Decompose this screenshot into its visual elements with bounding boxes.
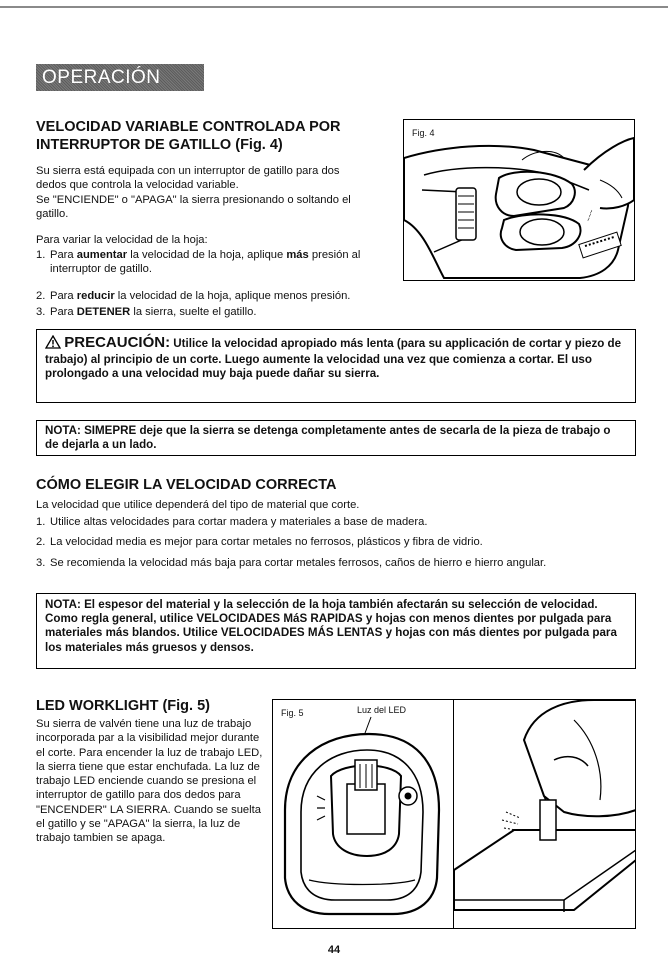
figure-4 <box>403 119 635 281</box>
heading-line-1: VELOCIDAD VARIABLE CONTROLADA POR <box>36 119 341 135</box>
note-text: NOTA: El espesor del material y la selección de la hoja también afectarán su selección de velocidad. Como regla general, utilice VELOCIDADES MáS RAPIDAS y hojas con menos dientes por pulgada para materiales más blandos. Utilice VELOCIDADES MÁS LENTAS y hojas con más dientes por pulgada para los materiales más gruesos y densos. <box>45 598 617 654</box>
paragraph-led: Su sierra de valvén tiene una luz de trabajo incorporada par a la visibilidad mejor durante el corte. Para encender la luz de trabajo LED, la sierra tiene que estar enchufada. La luz de trabajo LED enciende cuando se presiona el interruptor de gatillo para dos dedos para "ENCENDER" LA SIERRA. Cuando se suelta el gatillo y se "APAGA" la sierra, la luz de trabajo tambien se apaga. <box>36 718 263 845</box>
paragraph-speed: La velocidad que utilice dependerá del tipo de material que corte. <box>36 499 360 511</box>
warning-triangle-icon <box>45 335 61 353</box>
figure-label: Fig. 4 <box>412 128 435 138</box>
section-banner: OPERACIÓN cont. <box>36 64 204 91</box>
list-item: 2. Para reducir la velocidad de la hoja, aplique menos presión. <box>36 290 351 302</box>
caution-text: Utilice la velocidad apropiado más lenta (para su applicación de cortar y piezo de trabajo) al principio de un corte. Luego aumente la velocidad una vez que comienza a cortar. El uso prolongado a una velocidad muy baja puede dañar su sierra. <box>45 337 622 381</box>
paragraph-on-off: Se "ENCIENDE" o "APAGA" la sierra presionando o soltando el gatillo. <box>36 194 351 221</box>
heading-line-2: INTERRUPTOR DE GATILLO (Fig. 4) <box>36 137 283 153</box>
note-box-stop <box>36 420 636 456</box>
figure-label: Fig. 5 <box>281 708 304 718</box>
list-item: 3. Para DETENER la sierra, suelte el gatillo. <box>36 306 257 318</box>
caution-heading: PRECAUCIÓN: <box>64 334 171 351</box>
list-item: 1. Utilice altas velocidades para cortar madera y materiales a base de madera. <box>36 516 428 528</box>
paragraph-trigger: Su sierra está equipada con un interruptor de gatillo para dos dedos que controla la velocidad variable. <box>36 165 340 192</box>
svg-text:~~~: ~~~ <box>585 208 597 223</box>
top-rule <box>0 6 668 8</box>
page-number: 44 <box>327 944 341 956</box>
paragraph-vary: Para variar la velocidad de la hoja: <box>36 234 208 246</box>
list-item: 3. Se recomienda la velocidad más baja para cortar metales ferrosos, caños de hierro e hierro angular. <box>36 557 547 569</box>
saw-base-illustration <box>273 700 453 928</box>
heading-choose-speed: CÓMO ELEGIR LA VELOCIDAD CORRECTA <box>36 477 337 493</box>
led-callout: Luz del LED <box>357 705 407 715</box>
caution-box <box>36 329 636 403</box>
list-item: 2. La velocidad media es mejor para cortar metales no ferrosos, plásticos y fibra de vidrio. <box>36 536 483 548</box>
saw-handle-illustration <box>404 120 634 280</box>
list-item: 1. Para aumentar la velocidad de la hoja, aplique más presión al interruptor de gatillo. <box>36 249 361 276</box>
note-text: NOTA: SIMEPRE deje que la sierra se detenga completamente antes de secarla de la pieza de trabajo o de dejarla a un lado. <box>45 424 611 452</box>
note-box-blades <box>36 593 636 669</box>
heading-led-worklight: LED WORKLIGHT (Fig. 5) <box>36 698 210 714</box>
heading-variable-speed <box>36 118 341 154</box>
saw-cutting-illustration <box>454 700 636 928</box>
figure-5 <box>272 699 636 929</box>
